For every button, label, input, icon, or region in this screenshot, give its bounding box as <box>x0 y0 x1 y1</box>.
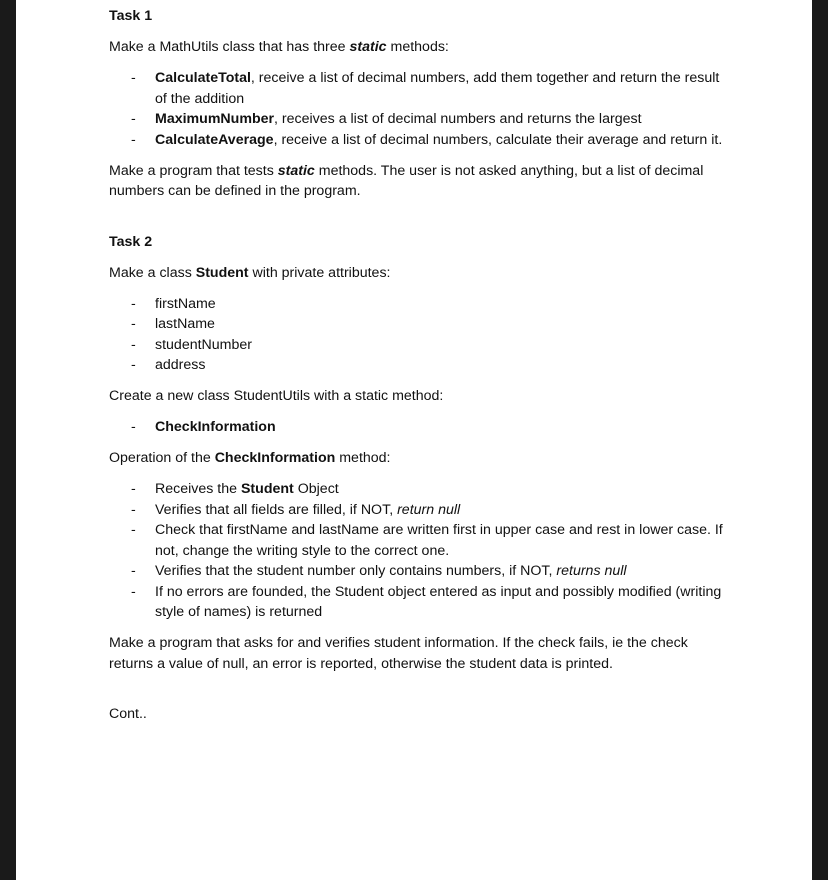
student-utils-intro: Create a new class StudentUtils with a static method: <box>109 388 444 404</box>
document-content <box>109 6 724 725</box>
list-item: - MaximumNumber, receives a list of decimal numbers and returns the largest <box>109 109 724 130</box>
task1-methods-list <box>109 68 724 150</box>
list-item: - lastName <box>109 314 724 335</box>
operation-steps-list <box>109 479 724 623</box>
list-item: - address <box>109 355 724 376</box>
task1-program: Make a program that tests static methods. The user is not asked anything, but a list of decimal numbers can be defined in the program. <box>109 162 704 199</box>
task2-heading: Task 2 <box>109 233 153 250</box>
list-item: - CalculateAverage, receive a list of decimal numbers, calculate their average and return it. <box>109 130 724 151</box>
list-item: - Check that firstName and lastName are written first in upper case and rest in lower case. If not, change the writing style to the correct one. <box>109 520 724 561</box>
list-item: - If no errors are founded, the Student object entered as input and possibly modified (writing style of names) is returned <box>109 582 724 623</box>
document-page <box>16 0 812 880</box>
student-attributes-list <box>109 294 724 376</box>
task2-intro: Make a class Student with private attributes: <box>109 264 391 281</box>
task1-intro: Make a MathUtils class that has three static methods: <box>109 39 449 55</box>
task1-heading: Task 1 <box>109 8 153 24</box>
list-item: - studentNumber <box>109 335 724 356</box>
list-item: - firstName <box>109 294 724 315</box>
list-item: - CheckInformation <box>109 417 724 438</box>
operation-intro: Operation of the CheckInformation method: <box>109 450 391 466</box>
list-item: - Receives the Student Object <box>109 479 724 500</box>
list-item: - Verifies that the student number only contains numbers, if NOT, returns null <box>109 561 724 582</box>
continuation-note: Cont.. <box>109 706 147 722</box>
list-item: - Verifies that all fields are filled, if NOT, return null <box>109 500 724 521</box>
list-item: - CalculateTotal, receive a list of decimal numbers, add them together and return the result of the addition <box>109 68 724 109</box>
student-utils-methods-list <box>109 417 724 438</box>
task2-program: Make a program that asks for and verifies student information. If the check fails, ie the check returns a value of null, an error is reported, otherwise the student data is printed. <box>109 635 688 672</box>
